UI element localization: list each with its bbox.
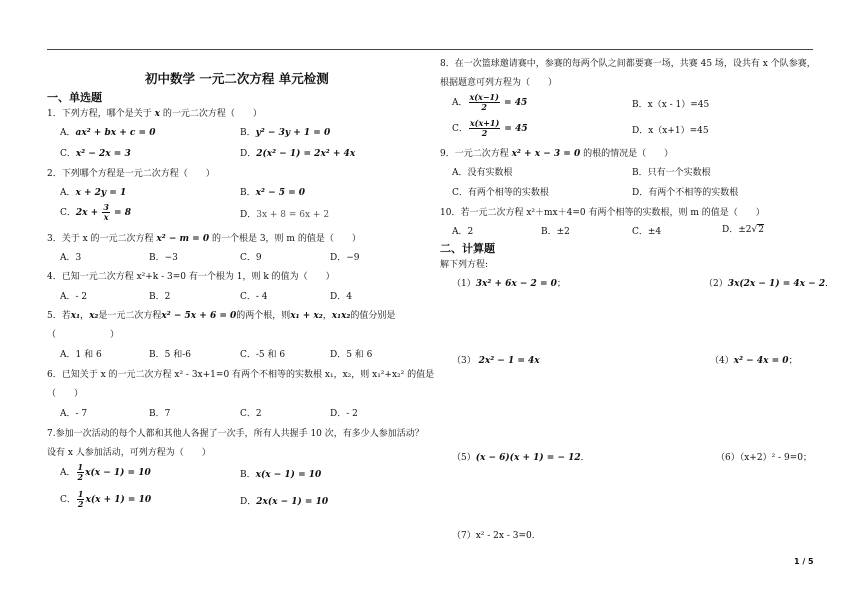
calc-problem-7: （7）x² - 2x - 3=0. xyxy=(452,531,535,541)
q2-option-a[interactable]: A．x + 2y = 1 xyxy=(60,188,127,198)
q5-option-d[interactable]: D．5 和 6 xyxy=(330,350,373,360)
q9-option-a[interactable]: A．没有实数根 xyxy=(452,168,513,178)
q6-option-a[interactable]: A．- 7 xyxy=(60,409,88,419)
q7-option-b[interactable]: B．x(x − 1) = 10 xyxy=(240,470,322,480)
q3-option-d[interactable]: D．−9 xyxy=(330,253,360,263)
q3-option-a[interactable]: A．3 xyxy=(60,253,82,263)
sqrt-symbol-icon: √ xyxy=(751,225,758,235)
q2-option-d[interactable]: D．3x + 8 = 6x + 2 xyxy=(240,210,330,220)
q8-option-a[interactable]: A． $\frac{x(x-1)}{2}$ = 45 xyxy=(452,92,528,112)
question-6: 6．已知关于 x 的一元二次方程 x² - 3x+1=0 有两个不相等的实数根 x₁，x₂，则 x₁²+x₂² 的值是 xyxy=(47,370,435,380)
q10-option-d[interactable]: D．±2√2 xyxy=(722,225,764,235)
question-4: 4．已知一元二次方程 x²+k - 3=0 有一个根为 1，则 k 的值为（ ） xyxy=(47,272,335,282)
q5-option-b[interactable]: B．5 和-6 xyxy=(149,350,191,360)
q5-option-c[interactable]: C．-5 和 6 xyxy=(240,350,286,360)
question-10: 10．若一元二次方程 x²＋mx＋4=0 有两个相等的实数根，则 m 的值是（ ） xyxy=(440,208,765,218)
q10-option-a[interactable]: A．2 xyxy=(452,227,474,237)
calc-problem-4: （4）x² − 4x = 0； xyxy=(710,356,798,366)
calc-intro: 解下列方程: xyxy=(440,260,489,270)
q6-option-b[interactable]: B．7 xyxy=(149,409,171,419)
q6-option-c[interactable]: C．2 xyxy=(240,409,262,419)
calc-problem-1: （1）3x² + 6x − 2 = 0； xyxy=(452,279,566,289)
q10-option-b[interactable]: B．±2 xyxy=(541,227,570,237)
q7-option-c[interactable]: C． $\frac{1}{2}$ x(x + 1) = 10 xyxy=(60,489,152,509)
question-8-line2: 根据题意可列方程为（ ） xyxy=(440,78,558,88)
q3-option-c[interactable]: C．9 xyxy=(240,253,262,263)
q8-option-b[interactable]: B．x（x - 1）=45 xyxy=(632,100,710,110)
q10-option-c[interactable]: C．±4 xyxy=(632,227,662,237)
q4-option-d[interactable]: D．4 xyxy=(330,292,352,302)
q6-option-d[interactable]: D．- 2 xyxy=(330,409,358,419)
q7-option-a[interactable]: A． $\frac{1}{2}$ x(x − 1) = 10 xyxy=(60,462,151,482)
section-single-choice: 一、单选题 xyxy=(47,91,102,104)
calc-problem-3: （3） 2x² − 1 = 4x xyxy=(452,356,540,366)
question-2: 2．下列哪个方程是一元二次方程（ ） xyxy=(47,169,215,179)
q2-option-c[interactable]: C．2x + $\frac{3}{x}$ = 8 xyxy=(60,202,131,222)
question-9: 9．一元二次方程 x² + x − 3 = 0 的根的情况是（ ） xyxy=(440,149,674,159)
q3-option-b[interactable]: B．−3 xyxy=(149,253,178,263)
header-rule xyxy=(47,49,813,50)
q2-option-b[interactable]: B．x² − 5 = 0 xyxy=(240,188,306,198)
question-8: 8．在一次篮球邀请赛中，参赛的每两个队之间都要赛一场，共赛 45 场，设共有 x 个队参赛， xyxy=(440,59,816,69)
question-7: 7.参加一次活动的每个人都和其他人各握了一次手，所有人共握手 10 次，有多少人参加活动？ xyxy=(47,429,424,439)
q8-option-c[interactable]: C． $\frac{x(x+1)}{2}$ = 45 xyxy=(452,118,528,138)
q1-option-b[interactable]: B．y² − 3y + 1 = 0 xyxy=(240,128,331,138)
calc-problem-6: （6）（x+2）² - 9=0； xyxy=(716,453,812,463)
page-number: 1 / 5 xyxy=(794,557,814,566)
question-5: 5．若x₁，x₂是一元二次方程x² − 5x + 6 = 0的两个根，则x₁ + x₂，x₁x₂的值分别是 xyxy=(47,311,396,321)
q1-option-a[interactable]: A．ax² + bx + c = 0 xyxy=(60,128,156,138)
q9-option-c[interactable]: C．有两个相等的实数根 xyxy=(452,188,549,198)
q1-option-d[interactable]: D．2(x² − 1) = 2x² + 4x xyxy=(240,149,356,159)
q4-option-c[interactable]: C．- 4 xyxy=(240,292,268,302)
section-calculation: 二、计算题 xyxy=(440,242,495,255)
page-title: 初中数学 一元二次方程 单元检测 xyxy=(145,71,329,86)
q5-option-a[interactable]: A．1 和 6 xyxy=(60,350,102,360)
question-1: 1．下列方程，哪个是关于 x 的一元二次方程（ ） xyxy=(47,109,262,119)
q4-option-a[interactable]: A．- 2 xyxy=(60,292,88,302)
q8-option-d[interactable]: D．x（x+1）=45 xyxy=(632,126,709,136)
q7-option-d[interactable]: D．2x(x − 1) = 10 xyxy=(240,497,329,507)
q9-option-d[interactable]: D．有两个不相等的实数根 xyxy=(632,188,739,198)
q1-option-c[interactable]: C．x² − 2x = 3 xyxy=(60,149,131,159)
q5-answer-paren: （ ） xyxy=(47,330,120,340)
calc-problem-2: （2）3x(2x − 1) = 4x − 2． xyxy=(704,279,835,289)
q6-answer-paren: （ ） xyxy=(47,389,84,399)
question-7-line2: 设有 x 人参加活动，可列方程为（ ） xyxy=(47,448,211,458)
question-3: 3．关于 x 的一元二次方程 x² − m = 0 的一个根是 3，则 m 的值是（ ） xyxy=(47,234,361,244)
q4-option-b[interactable]: B．2 xyxy=(149,292,171,302)
calc-problem-5: （5）(x − 6)(x + 1) = − 12． xyxy=(452,453,590,463)
q9-option-b[interactable]: B．只有一个实数根 xyxy=(632,168,711,178)
